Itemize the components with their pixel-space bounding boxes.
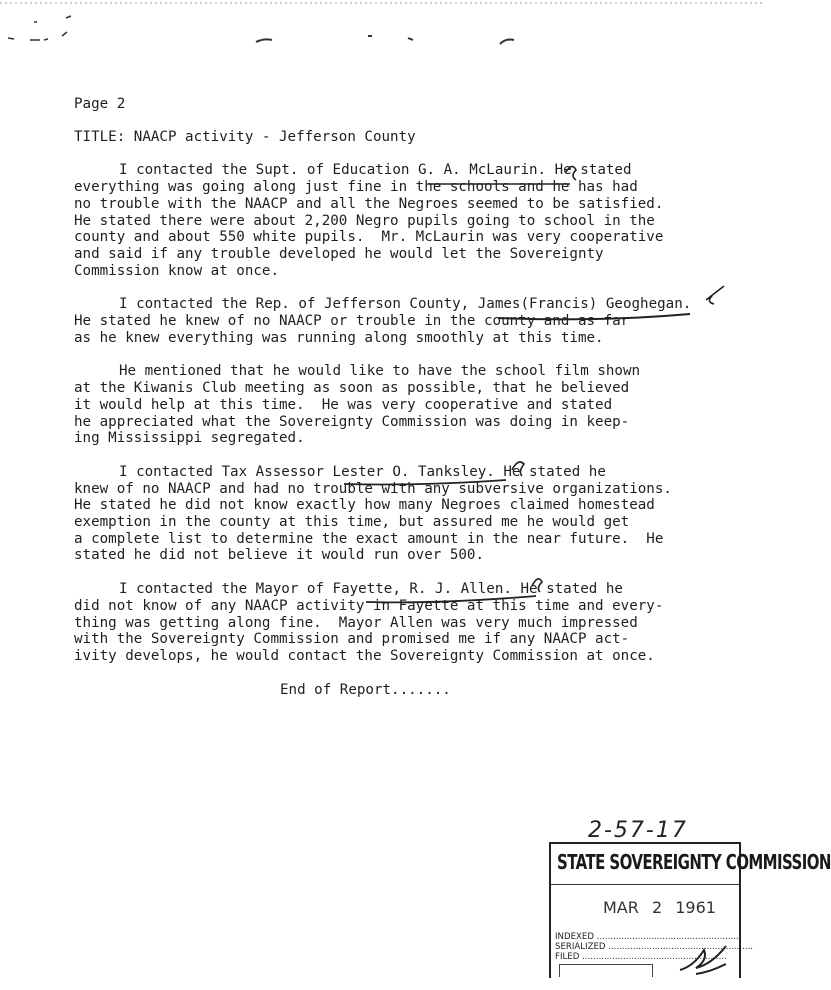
text-line: as he knew everything was running along smoothly at this time. — [74, 329, 604, 346]
text-line: with the Sovereignty Commission and promised me if any NAACP act- — [74, 631, 630, 648]
text-line: did not know of any NAACP activity in Fayette at this time and every- — [74, 597, 664, 614]
text-line: He mentioned that he would like to have the school film shown — [119, 363, 641, 380]
handwritten-file-number: 2-57-17 — [588, 818, 688, 843]
stamp-field-serialized: SERIALIZED ..... — [555, 942, 735, 952]
text-line: at the Kiwanis Club meeting as soon as possible, that he believed — [74, 380, 630, 397]
page-label: Page 2 — [74, 96, 126, 112]
text-line: Commission know at once. — [74, 262, 279, 279]
text-line: He stated he did not know exactly how many Negroes claimed homestead — [74, 497, 655, 514]
text-line: knew of no NAACP and had no trouble with any subversive organizations. — [74, 480, 672, 497]
stamp-date: MAR 2 1961 — [603, 898, 716, 917]
report-title: TITLE: NAACP activity - Jefferson County — [74, 128, 416, 145]
text-line: he appreciated what the Sovereignty Commission was doing in keep- — [74, 413, 630, 430]
text-line: I contacted the Supt. of Education G. A. McLaurin. He stated — [119, 162, 632, 179]
stamp-box — [559, 964, 653, 977]
text-line: stated he did not believe it would run over 500. — [74, 547, 484, 564]
stamp-divider — [551, 884, 739, 885]
text-line: exemption in the county at this time, but assured me he would get — [74, 514, 630, 531]
text-line: I contacted the Mayor of Fayette, R. J. Allen. He stated he — [119, 581, 623, 598]
text-line: I contacted the Rep. of Jefferson County, James(Francis) Geoghegan. — [119, 296, 692, 313]
stamp-title: STATE SOVEREIGNTY COMMISSION — [557, 850, 831, 875]
stamp-field-indexed: INDEXED ..... — [555, 932, 735, 942]
text-line: and said if any trouble developed he would let the Sovereignty — [74, 245, 604, 262]
text-line: ing Mississippi segregated. — [74, 430, 305, 447]
text-line: ivity develops, he would contact the Sovereignty Commission at once. — [74, 647, 655, 664]
text-line: everything was going along just fine in the schools and he has had — [74, 179, 638, 196]
text-line: county and about 550 white pupils. Mr. McLaurin was very cooperative — [74, 229, 664, 246]
text-line: a complete list to determine the exact amount in the near future. He — [74, 530, 664, 547]
text-line: He stated he knew of no NAACP or trouble in the county and as far — [74, 313, 630, 330]
text-line: thing was getting along fine. Mayor Allen was very much impressed — [74, 614, 638, 631]
stamp-field-filed: FILED ..... — [555, 952, 735, 962]
end-of-report: End of Report....... — [280, 681, 451, 698]
text-line: no trouble with the NAACP and all the Negroes seemed to be satisfied. — [74, 195, 664, 212]
handwritten-initials — [676, 940, 736, 980]
text-line: it would help at this time. He was very cooperative and stated — [74, 396, 613, 413]
text-line: He stated there were about 2,200 Negro pupils going to school in the — [74, 212, 655, 229]
text-line: I contacted Tax Assessor Lester O. Tanksley. He stated he — [119, 463, 606, 480]
